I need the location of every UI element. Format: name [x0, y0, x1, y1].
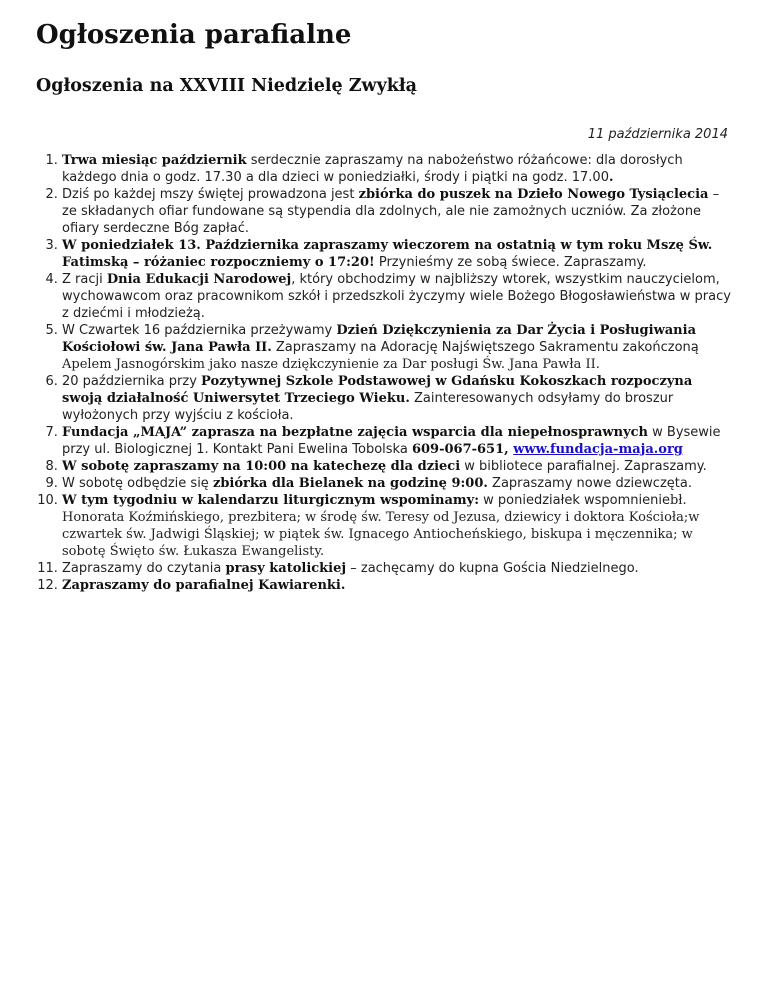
announcement-item [62, 322, 732, 373]
item-text: w poniedziałek wspomnienie [479, 493, 670, 508]
announcement-item [62, 475, 732, 492]
fundacja-link[interactable]: www.fundacja-maja.org [513, 442, 683, 457]
bold-text: zbiórka dla Bielanek na godzinę 9:00. [212, 476, 488, 491]
announcement-item [62, 152, 732, 186]
item-text: Zapraszamy na Adorację Najświętszego Sakramentu zakończoną [271, 340, 699, 355]
page-title: Ogłoszenia parafialne [36, 20, 352, 50]
item-text: W sobotę odbędzie się [62, 476, 213, 491]
item-text: , który obchodzimy w najbliższy wtorek, wszystkim nauczycielom, wychowawcom oraz pracownikom szkół i przedszkoli życzymy wiele Bożego Błogosławieństwa w pracy z dziećmi i młodzieżą. [62, 272, 731, 321]
bold-text: Dnia Edukacji Narodowej [106, 272, 292, 287]
bold-text: W tym tygodniu w kalendarzu liturgicznym wspominamy: [62, 493, 480, 508]
bold-text: 609-067-651, [411, 442, 514, 457]
item-text: W Czwartek 16 października przeżywamy [62, 323, 337, 338]
announcement-item [62, 237, 732, 271]
announcement-item [62, 186, 732, 237]
announcement-date: 11 października 2014 [587, 127, 728, 142]
item-text: Zainteresowanych odsyłamy do broszur wyłożonych przy wyjściu z kościoła. [62, 391, 674, 423]
bold-text: Dzień Dziękczynienia za Dar Życia i Posługiwania Kościołowi św. Jana Pawła II. [62, 323, 696, 355]
bold-text: Fundacja „MAJA” zaprasza na bezpłatne zajęcia wsparcia dla niepełnosprawnych [62, 425, 648, 440]
item-text: Przynieśmy ze sobą świece. Zapraszamy. [374, 255, 647, 270]
announcement-item [62, 492, 732, 560]
item-text: – zachęcamy do kupna Gościa Niedzielnego. [346, 561, 639, 576]
bold-text: Trwa miesiąc październik [62, 153, 247, 168]
serif-text: bł. Honorata Koźmińskiego, prezbitera; w środę św. Teresy od Jezusa, dziewicy i doktora Kościoła;w czwartek św. Jadwigi Śląskiej; w piątek św. Ignacego Antiocheńskiego, biskupa i męczennika; w sobotę Święto św. Łukasza Ewangelisty. [62, 493, 700, 559]
bold-text: . [608, 170, 614, 185]
serif-text: Apelem Jasnogórskim jako nasze dziękczynienie za Dar posługi Św. Jana Pawła II. [62, 357, 600, 372]
announcements-list [36, 152, 732, 594]
item-text: 20 października przy [62, 374, 202, 389]
announcement-item [62, 458, 732, 475]
announcement-item [62, 560, 732, 577]
announcement-item [62, 577, 732, 594]
page-subtitle: Ogłoszenia na XXVIII Niedzielę Zwykłą [36, 76, 417, 96]
announcement-item [62, 424, 732, 458]
announcement-item [62, 271, 732, 322]
bold-text: W poniedziałek 13. Października zapraszamy wieczorem na ostatnią w tym roku Mszę Św. Fatimską – różaniec rozpoczniemy o 17:20! [62, 238, 713, 270]
item-text: Zapraszamy nowe dziewczęta. [487, 476, 692, 491]
item-text: Z racji [62, 272, 107, 287]
item-text: Dziś po każdej mszy świętej prowadzona jest [62, 187, 359, 202]
bold-text: zbiórka do puszek na Dzieło Nowego Tysiąclecia [358, 187, 709, 202]
bold-text: prasy katolickiej [225, 561, 347, 576]
item-text: Zapraszamy do czytania [62, 561, 226, 576]
bold-text: Pozytywnej Szkole Podstawowej w Gdańsku Kokoszkach rozpoczyna swoją działalność Uniwersytet Trzeciego Wieku. [62, 374, 693, 406]
bold-text: Zapraszamy do parafialnej Kawiarenki. [62, 578, 346, 593]
item-text: w bibliotece parafialnej. Zapraszamy. [460, 459, 707, 474]
bold-text: W sobotę zapraszamy na 10:00 na katechezę dla dzieci [62, 459, 461, 474]
item-text: w Bysewie przy ul. Biologicznej 1. Kontakt Pani Ewelina Tobolska [62, 425, 721, 457]
item-text: – ze składanych ofiar fundowane są stypendia dla zdolnych, ale nie zamożnych uczniów. Za złożone ofiary serdeczne Bóg zapłać. [62, 187, 720, 236]
item-text: serdecznie zapraszamy na nabożeństwo różańcowe: dla dorosłych każdego dnia o godz. 17.30 a dla dzieci w poniedziałki, środy i piątki na godz. 17.00 [62, 153, 683, 185]
announcement-item [62, 373, 732, 424]
